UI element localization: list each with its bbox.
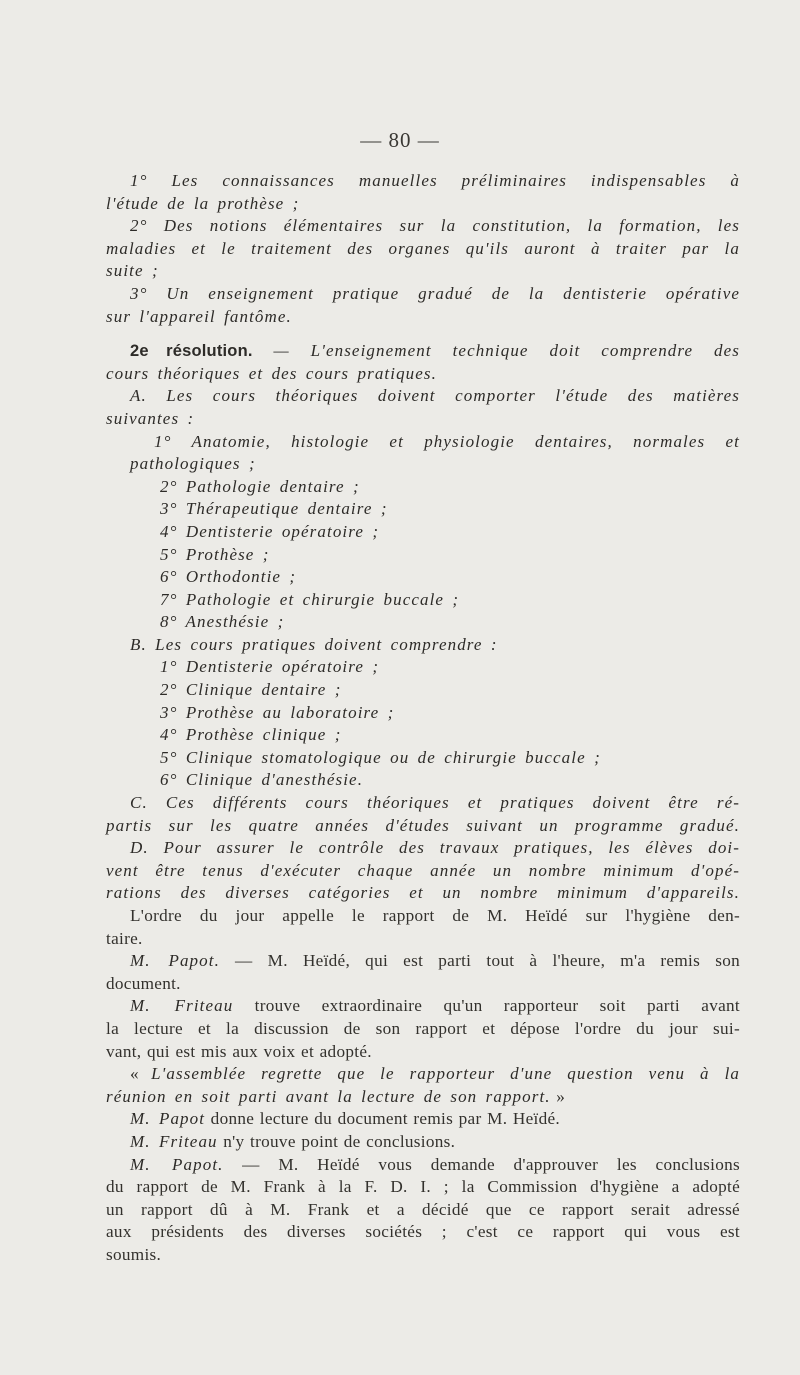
text-line: taire.	[106, 928, 143, 948]
speaker-line	[106, 950, 740, 973]
text-line: la lecture et la discussion de son rapport et dépose l'ordre du jour sui-	[106, 1018, 740, 1038]
text-line: document.	[106, 973, 181, 993]
text-line: 2° Des notions élémentaires sur la constitution, la formation, les	[130, 216, 740, 236]
text-line: l'étude de la prothèse ;	[106, 193, 300, 213]
text-line: sur l'appareil fantôme.	[106, 306, 292, 326]
text-line: C. Ces différents cours théoriques et pratiques doivent être ré-	[130, 793, 740, 813]
resolution-label: 2e résolution.	[130, 342, 253, 361]
list-item: 3° Prothèse au laboratoire ;	[160, 702, 395, 722]
list-item: 8° Anesthésie ;	[160, 612, 285, 632]
list-item: 2° Clinique dentaire ;	[160, 680, 342, 700]
quote-line	[106, 1063, 740, 1086]
text-line: A. Les cours théoriques doivent comporter l'étude des matières	[130, 386, 740, 406]
speaker-line	[106, 995, 740, 1018]
text-line: vent être tenus d'exécuter chaque année un nombre minimum d'opé-	[106, 860, 740, 880]
text-line: donne lecture du document remis par M. Heïdé.	[205, 1109, 561, 1129]
page-text-block	[106, 170, 740, 1267]
text-line: n'y trouve point de conclusions.	[217, 1131, 456, 1151]
text-line: partis sur les quatre années d'études suivant un programme gradué.	[106, 815, 740, 835]
speaker-name: M. Friteau	[130, 996, 234, 1016]
text-line: suite ;	[106, 261, 159, 281]
text-line: L'ordre du jour appelle le rapport de M. Heïdé sur l'hygiène den-	[130, 906, 740, 925]
list-item: 2° Pathologie dentaire ;	[160, 476, 360, 496]
speaker-line	[106, 1131, 740, 1154]
speaker-line	[106, 1108, 740, 1131]
text-line: D. Pour assurer le contrôle des travaux pratiques, les élèves doi-	[130, 838, 740, 858]
text-line: B. Les cours pratiques doivent comprendre :	[130, 634, 498, 654]
list-item: 4° Prothèse clinique ;	[160, 725, 342, 745]
speaker-name: M. Papot.	[130, 951, 220, 971]
list-item: 1° Anatomie, histologie et physiologie dentaires, normales et	[154, 431, 740, 451]
list-item: 5° Clinique stomatologique ou de chirurgie buccale ;	[160, 747, 601, 767]
text-line: maladies et le traitement des organes qu'ils auront à traiter par la	[106, 238, 740, 258]
list-item: 4° Dentisterie opératoire ;	[160, 521, 380, 541]
speaker-name: M. Friteau	[130, 1131, 218, 1151]
list-item: 3° Thérapeutique dentaire ;	[160, 499, 388, 519]
text-line: L'assemblée regrette que le rapporteur d'une question venu à la	[151, 1064, 741, 1084]
text-line: aux présidents des diverses sociétés ; c'est ce rapport qui vous est	[106, 1222, 740, 1242]
text-line: du rapport de M. Frank à la F. D. I. ; la Commission d'hygiène a adopté	[106, 1177, 740, 1197]
text-line: pathologiques ;	[130, 454, 256, 474]
list-item: 5° Prothèse ;	[160, 544, 270, 564]
text-line: — L'enseignement technique doit comprendre des	[252, 341, 741, 361]
text-line: vant, qui est mis aux voix et adopté.	[106, 1041, 372, 1061]
speaker-name: M. Papot	[130, 1109, 206, 1129]
list-item: 6° Orthodontie ;	[160, 567, 297, 587]
text-line: — M. Heïdé, qui est parti tout à l'heure, m'a remis son	[219, 951, 740, 971]
text-line: 3° Un enseignement pratique gradué de la dentisterie opérative	[130, 283, 740, 303]
text-line: réunion en soit parti avant la lecture de son rapport.	[106, 1086, 551, 1106]
text-line: 1° Les connaissances manuelles préliminaires indispensables à	[130, 171, 740, 190]
resolution-heading-line	[106, 340, 740, 363]
list-item: 6° Clinique d'anesthésie.	[160, 770, 364, 790]
text-line: un rapport dû à M. Frank et a décidé que ce rapport serait adressé	[106, 1199, 740, 1219]
text-line: cours théoriques et des cours pratiques.	[106, 363, 437, 383]
quote-mark: «	[130, 1064, 152, 1084]
page-number: — 80 —	[360, 128, 440, 152]
list-item: 1° Dentisterie opératoire ;	[160, 657, 380, 677]
list-item: 7° Pathologie et chirurgie buccale ;	[160, 589, 460, 609]
text-line: trouve extraordinaire qu'un rapporteur soit parti avant	[233, 996, 740, 1016]
text-line: rations des diverses catégories et un nombre minimum d'appareils.	[106, 883, 740, 903]
quote-mark: »	[550, 1086, 566, 1106]
quote-line	[106, 1086, 740, 1109]
speaker-name: M. Papot.	[130, 1154, 224, 1174]
text-line: — M. Heïdé vous demande d'approuver les conclusions	[223, 1154, 740, 1174]
speaker-line	[106, 1154, 740, 1177]
text-line: suivantes :	[106, 408, 195, 428]
text-line: soumis.	[106, 1244, 162, 1264]
